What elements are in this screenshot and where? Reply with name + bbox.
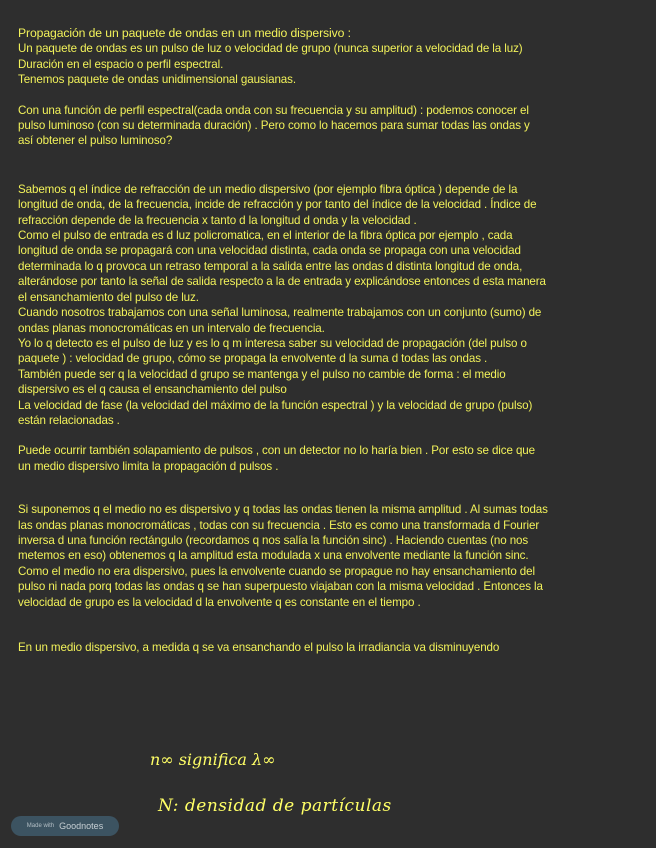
note-line: paquete ) : velocidad de grupo, cómo se propaga la envolvente d la suma d todas las ondas . — [18, 352, 488, 366]
block-pulse-overlap — [18, 443, 638, 474]
handwritten-note-density: N: densidad de partículas — [158, 796, 392, 816]
note-line: En un medio dispersivo, a medida q se va ensanchando el pulso la irradiancia va disminuyendo — [18, 641, 500, 654]
note-line: Puede ocurrir también solapamiento de pulsos , con un detector no lo haría bien . Por esto se dice que — [18, 444, 535, 458]
handwritten-note-n-infinity: n∞ significa λ∞ — [150, 750, 276, 769]
block-irradiance — [18, 640, 638, 655]
note-line: Como el pulso de entrada es d luz policromatica, en el interior de la fibra óptica por ejemplo , cada — [18, 229, 513, 243]
note-line: refracción depende de la frecuencia x tanto d la longitud d onda y la velocidad . — [18, 213, 417, 227]
note-line: Propagación de un paquete de ondas en un medio dispersivo : — [18, 26, 351, 40]
note-line: pulso ni nada porq todas las ondas q se han superpuesto viajaban con la misma velocidad . Entonces la — [18, 580, 543, 594]
note-line: inversa d una función rectángulo (recordamos q nos salía la función sinc) . Haciendo cuentas (no nos — [18, 533, 529, 547]
note-line: Cuando nosotros trabajamos con una señal luminosa, realmente trabajamos con un conjunto (sumo) de — [18, 306, 542, 320]
note-line: el ensanchamiento del pulso de luz. — [18, 290, 199, 304]
note-line: Yo lo q detecto es el pulso de luz y es lo q m interesa saber su velocidad de propagación (del pulso o — [18, 336, 527, 350]
goodnotes-watermark — [11, 816, 119, 836]
note-line: longitud de onda, de la frecuencia, incide de refracción y por tanto del índice de la velocidad . Índice de — [18, 198, 537, 212]
watermark-brand: Goodnotes — [59, 821, 104, 831]
note-line: Si suponemos q el medio no es dispersivo y q todas las ondas tienen la misma amplitud . Al sumas todas — [18, 503, 548, 517]
note-line: Con una función de perfil espectral(cada onda con su frecuencia y su amplitud) : podemos conocer el — [18, 103, 529, 117]
note-line: La velocidad de fase (la velocidad del máximo de la función espectral ) y la velocidad de grupo (pulso) — [18, 398, 533, 412]
note-line: Tenemos paquete de ondas unidimensional gausianas. — [18, 73, 296, 87]
note-line: determinada lo q provoca un retraso temporal a la salida entre las ondas d distinta longitud de onda, — [18, 259, 523, 273]
note-line: velocidad de grupo es la velocidad d la envolvente q es constante en el tiempo . — [18, 595, 421, 609]
note-line: pulso luminoso (con su determinada duración) . Pero como lo hacemos para sumar todas las ondas y — [18, 119, 530, 133]
note-line: Como el medio no era dispersivo, pues la envolvente cuando se propague no hay ensanchamiento del — [18, 564, 535, 578]
note-line: Sabemos q el índice de refracción de un medio dispersivo (por ejemplo fibra óptica ) depende de la — [18, 182, 518, 196]
note-line: las ondas planas monocromáticas , todas con su frecuencia . Esto es como una transformada d Fourier — [18, 518, 540, 532]
block-non-dispersive — [18, 502, 638, 610]
note-line: así obtener el pulso luminoso? — [18, 134, 173, 148]
note-line: metemos en eso) obtenemos q la amplitud esta modulada x una envolvente mediante la función sinc. — [18, 549, 529, 563]
block-refraction-index — [18, 182, 638, 429]
note-line: un medio dispersivo limita la propagación d pulsos . — [18, 459, 279, 473]
note-line: longitud de onda se propagará con una velocidad distinta, cada onda se propaga con una velocidad — [18, 244, 521, 258]
note-line: alterándose por tanto la señal de salida respecto a la de entrada y explicándose entonces d esta manera — [18, 275, 546, 289]
note-line: Duración en el espacio o perfil espectral. — [18, 57, 224, 71]
note-line: dispersivo es el q causa el ensanchamiento del pulso — [18, 383, 287, 397]
block-spectral-profile — [18, 103, 638, 149]
watermark-prefix: Made with — [26, 823, 55, 829]
block-intro — [18, 26, 638, 88]
note-line: También puede ser q la velocidad d grupo se mantenga y el pulso no cambie de forma : el medio — [18, 367, 506, 381]
notes-page — [18, 26, 638, 655]
note-line: Un paquete de ondas es un pulso de luz o velocidad de grupo (nunca superior a velocidad de la luz) — [18, 42, 523, 56]
note-line: están relacionadas . — [18, 413, 120, 427]
note-line: ondas planas monocromáticas en un intervalo de frecuencia. — [18, 321, 325, 335]
